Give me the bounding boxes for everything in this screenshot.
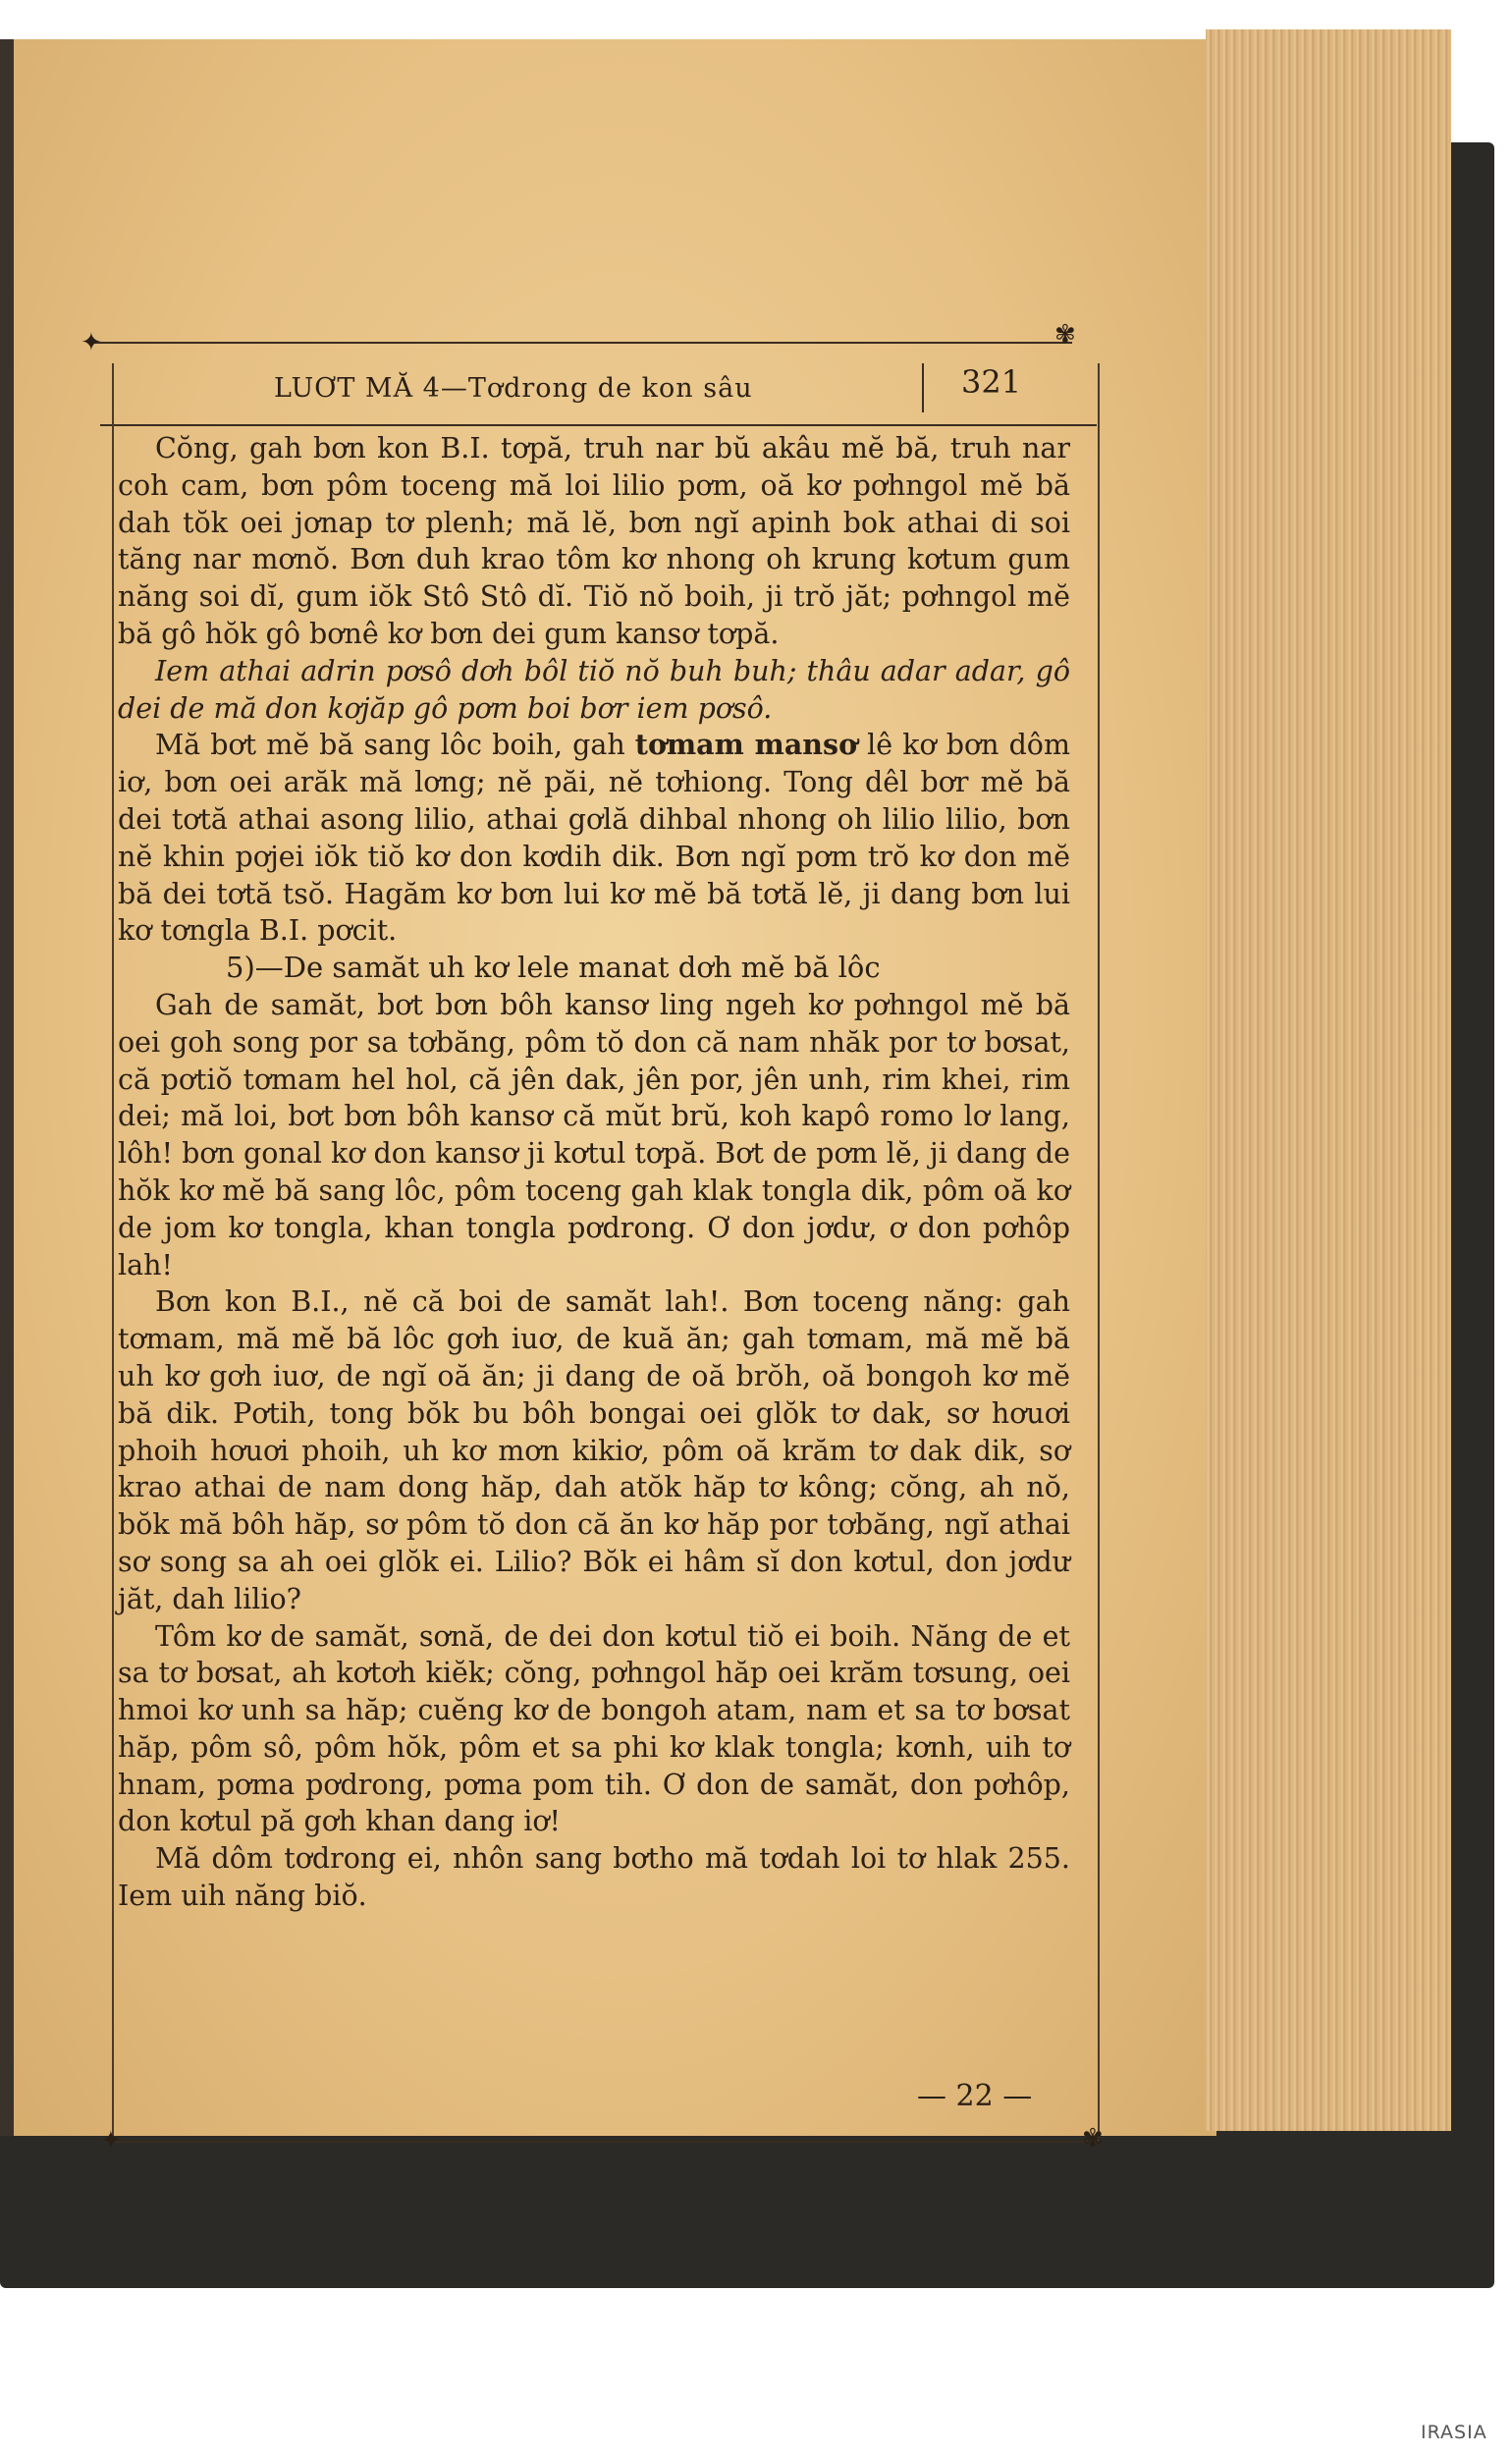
paragraph-3-start: Mă bơt mĕ bă sang lôc boih, gah	[155, 729, 635, 762]
signature-mark: — 22 —	[917, 2079, 1033, 2113]
ornament-top-right-icon: ✾	[1054, 320, 1076, 350]
paragraph-6: Tôm kơ de samăt, sơnă, de dei don kơtul tiŏ ei boih. Năng de et sa tơ bơsat, ah kơtơh kiĕk; cŏng, pơhngol hăp oei krăm tơsung, oei hmoi kơ unh sa hăp; cuĕng kơ de bongoh atam, nam et sa tơ bơsat hăp, pôm sô, pôm hŏk, pôm et sa phi kơ klak tongla; kơnh, uih tơ hnam, pơma pơdrong, pơma pom tih. Ơ don de samăt, don pơhôp, don kơtul pă gơh khan dang iơ!	[118, 1619, 1070, 1838]
section-heading: 5)—De samăt uh kơ lele manat dơh mĕ bă lôc	[226, 951, 881, 985]
paragraph-italic: Iem athai adrin pơsô dơh bôl tiŏ nŏ buh buh; thâu adar adar, gô dei de mă don kơjăp gô pơm boi bơr iem pơsô.	[118, 654, 1070, 725]
ornament-top-left-icon: ✦	[81, 328, 102, 357]
paragraph-3-rest: lê kơ bơn dôm iơ, bơn oei arăk mă lơng; nĕ păi, nĕ tơhiong. Tong dêl bơr mĕ bă dei tơtă athai asong lilio, athai gơlă dihbal nhong oh lilio lilio, bơn nĕ khin pơjei iŏk tiŏ kơ don kơdih dik. Bơn ngĭ pơm trŏ kơ don mĕ bă dei tơtă tsŏ. Hagăm kơ bơn lui kơ mĕ bă tơtă lĕ, ji dang bơn lui kơ tơngla B.I. pơcit.	[118, 729, 1070, 948]
bottom-rule	[112, 2141, 1099, 2143]
paragraph-4: Gah de samăt, bơt bơn bôh kansơ ling ngeh kơ pơhngol mĕ bă oei goh song por sa tơbăng, pôm tŏ don că nam nhăk por tơ bơsat, că pơtiŏ tơmam hel hol, că jên dak, jên por, jên unh, rim khei, rim dei; mă loi, bơt bơn bôh kansơ că mŭt brŭ, koh kapô romo lơ lang, lôh! bơn gonal kơ don kansơ ji kơtul tơpă. Bơt de pơm lĕ, ji dang de hŏk kơ mĕ bă sang lôc, pôm toceng gah klak tongla dik, pôm oă kơ de jom kơ tongla, khan tongla pơdrong. Ơ don jơdư, ơ don pơhôp lah!	[118, 988, 1070, 1282]
page-edges	[1206, 29, 1451, 2131]
bold-term: tơmam mansơ	[634, 728, 858, 762]
paragraph-1: Cŏng, gah bơn kon B.I. tơpă, truh nar bŭ akâu mĕ bă, truh nar coh cam, bơn pôm toceng mă loi lilio pơm, oă kơ pơhngol mĕ bă dah tŏk oei jơnap tơ plenh; mă lĕ, bơn ngĭ apinh bok athai di soi tăng nar mơnŏ. Bơn duh krao tôm kơ nhong oh krung kơtum gum năng soi dĭ, gum iŏk Stô Stô dĭ. Tiŏ nŏ boih, ji trŏ jăt; pơhngol mĕ bă gô hŏk gô bơnê kơ bơn dei gum kansơ tơpă.	[118, 432, 1070, 650]
ornament-bottom-right-icon: ✾	[1082, 2124, 1104, 2154]
book-page	[14, 39, 1216, 2155]
paragraph-3	[118, 727, 1070, 950]
running-head: LUƠT MĂ 4—Tơdrong de kon sâu	[274, 373, 753, 404]
page-number: 321	[961, 363, 1022, 401]
ornament-bottom-left-icon: ✦	[100, 2126, 122, 2155]
paragraph-5: Bơn kon B.I., nĕ că boi de samăt lah!. Bơn toceng năng: gah tơmam, mă mĕ bă lôc gơh iuơ, de kuă ăn; gah tơmam, mă mĕ bă uh kơ gơh iuơ, de ngĭ oă ăn; ji dang de oă brŏh, oă bongoh kơ mĕ bă dik. Pơtih, tong bŏk bu bôh bongai oei glŏk tơ dak, sơ hơuơi phoih hơuơi phoih, uh kơ mơn kikiơ, pôm oă krăm tơ dak dik, sơ krao athai de nam dong hăp, dah atŏk hăp tơ kông; cŏng, ah nŏ, bŏk mă bôh hăp, sơ pôm tŏ don că ăn kơ hăp por tơbăng, ngĭ athai sơ song sa ah oei glŏk ei. Lilio? Bŏk ei hâm sĭ don kơtul, don jơdư jăt, dah lilio?	[118, 1285, 1070, 1615]
top-rule	[90, 342, 1072, 344]
body-text	[118, 430, 1070, 1915]
book-spine	[0, 39, 14, 2136]
paragraph-7: Mă dôm tơdrong ei, nhôn sang bơtho mă tơdah loi tơ hlak 255. Iem uih năng biŏ.	[118, 1842, 1070, 1913]
watermark: IRASIA	[1421, 2422, 1487, 2443]
